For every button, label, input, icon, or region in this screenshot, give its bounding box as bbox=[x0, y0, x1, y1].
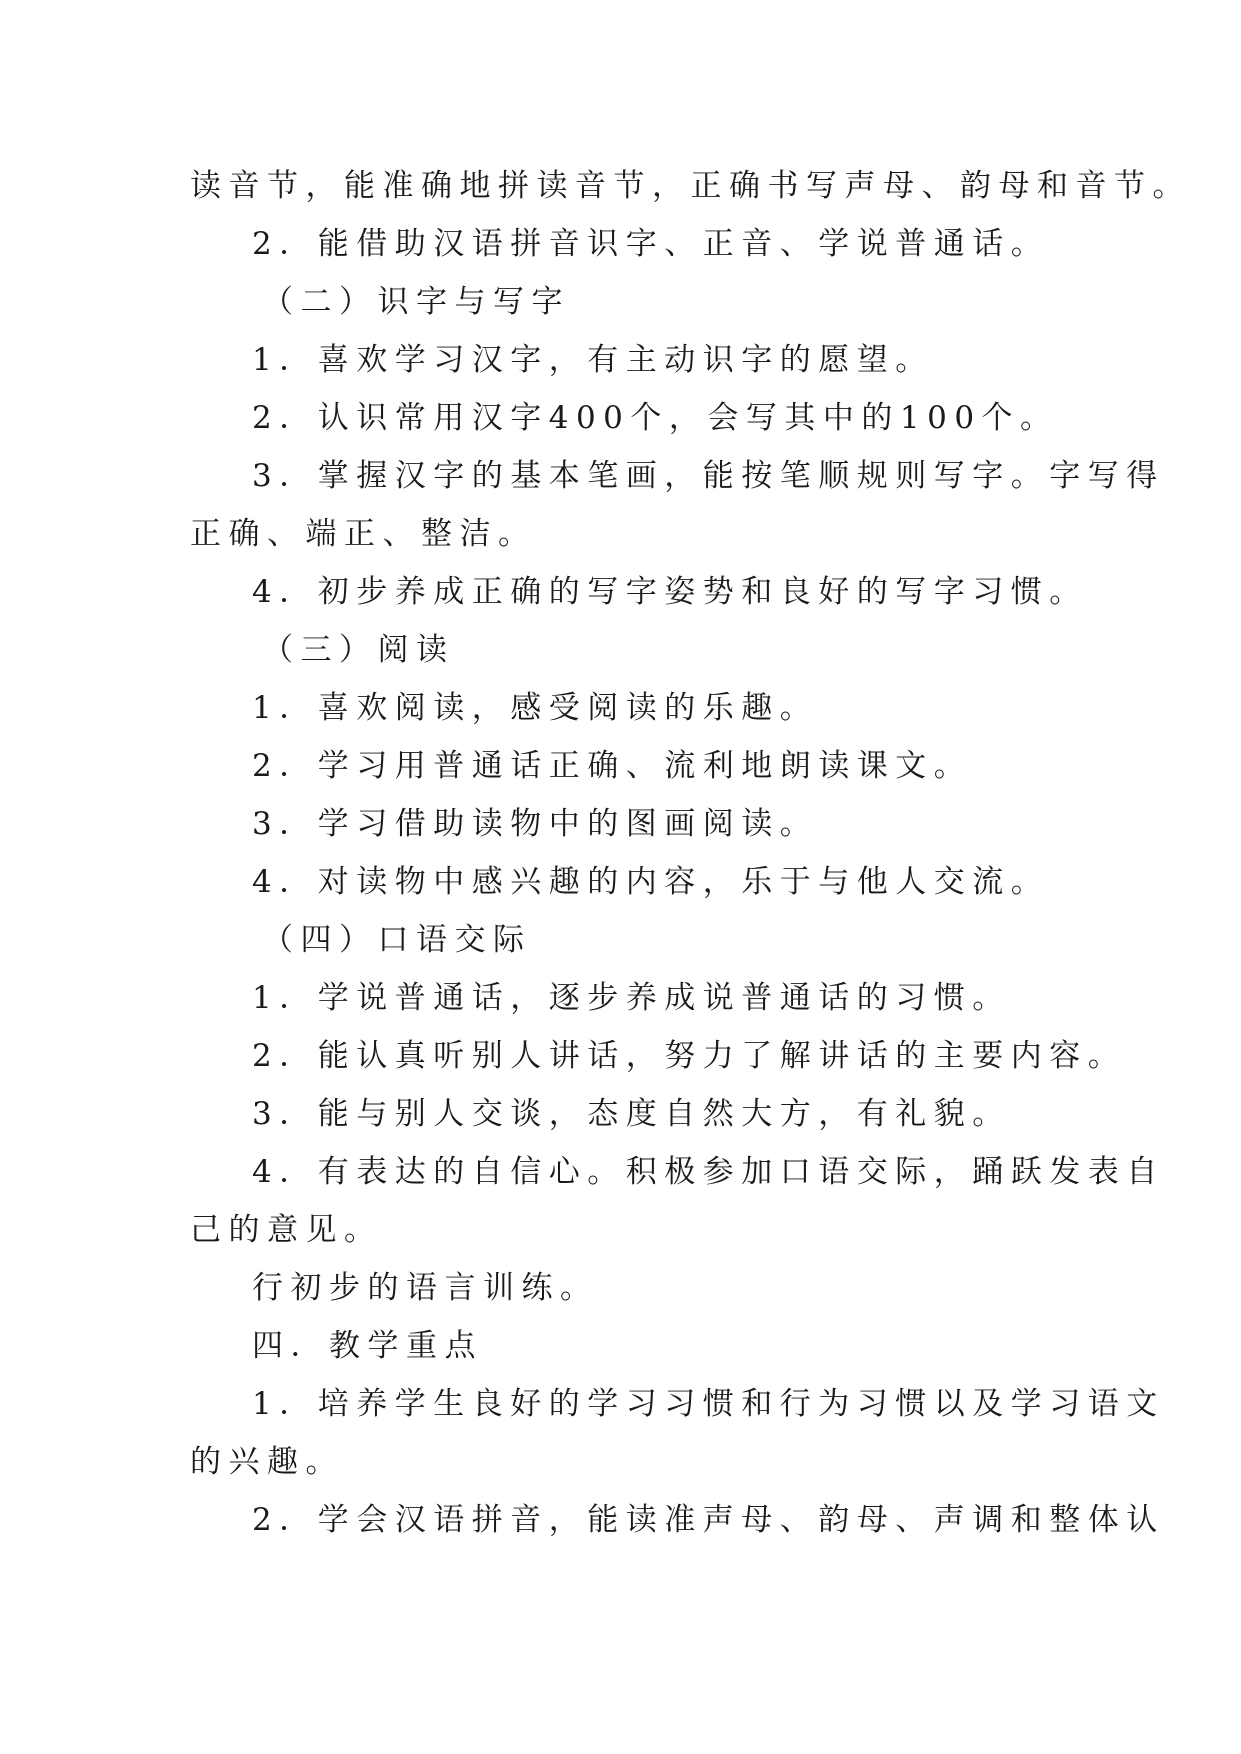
section-heading: （二）识字与写字 bbox=[262, 284, 570, 320]
text-line: 己的意见。 bbox=[190, 1212, 383, 1248]
text-line: 3．能与别人交谈，态度自然大方，有礼貌。 bbox=[252, 1096, 1011, 1132]
text-line: 1．喜欢学习汉字，有主动识字的愿望。 bbox=[252, 342, 934, 378]
text-line: 4．对读物中感兴趣的内容，乐于与他人交流。 bbox=[252, 864, 1050, 900]
text-line: 行初步的语言训练。 bbox=[252, 1270, 599, 1306]
text-line: 1．培养学生良好的学习习惯和行为习惯以及学习语文 bbox=[252, 1386, 1165, 1422]
text-line: 1．学说普通话，逐步养成说普通话的习惯。 bbox=[252, 980, 1011, 1016]
text-line: 3．学习借助读物中的图画阅读。 bbox=[252, 806, 819, 842]
text-line: 3．掌握汉字的基本笔画，能按笔顺规则写字。字写得 bbox=[252, 458, 1165, 494]
text-line: 的兴趣。 bbox=[190, 1444, 344, 1480]
text-line: 2．能借助汉语拼音识字、正音、学说普通话。 bbox=[252, 226, 1050, 262]
text-line: 读音节，能准确地拼读音节，正确书写声母、韵母和音节。 bbox=[190, 168, 1191, 204]
text-line: 4．初步养成正确的写字姿势和良好的写字习惯。 bbox=[252, 574, 1088, 610]
text-line: 2．学会汉语拼音，能读准声母、韵母、声调和整体认 bbox=[252, 1502, 1165, 1538]
text-line: 2．认识常用汉字400个，会写其中的100个。 bbox=[252, 400, 1059, 436]
text-line: 1．喜欢阅读，感受阅读的乐趣。 bbox=[252, 690, 819, 726]
section-heading: （三）阅读 bbox=[262, 632, 455, 668]
section-heading: 四．教学重点 bbox=[252, 1328, 483, 1364]
text-line: 2．能认真听别人讲话，努力了解讲话的主要内容。 bbox=[252, 1038, 1127, 1074]
text-line: 4．有表达的自信心。积极参加口语交际，踊跃发表自 bbox=[252, 1154, 1165, 1190]
section-heading: （四）口语交际 bbox=[262, 922, 532, 958]
text-line: 2．学习用普通话正确、流利地朗读课文。 bbox=[252, 748, 973, 784]
text-line: 正确、端正、整洁。 bbox=[190, 516, 537, 552]
